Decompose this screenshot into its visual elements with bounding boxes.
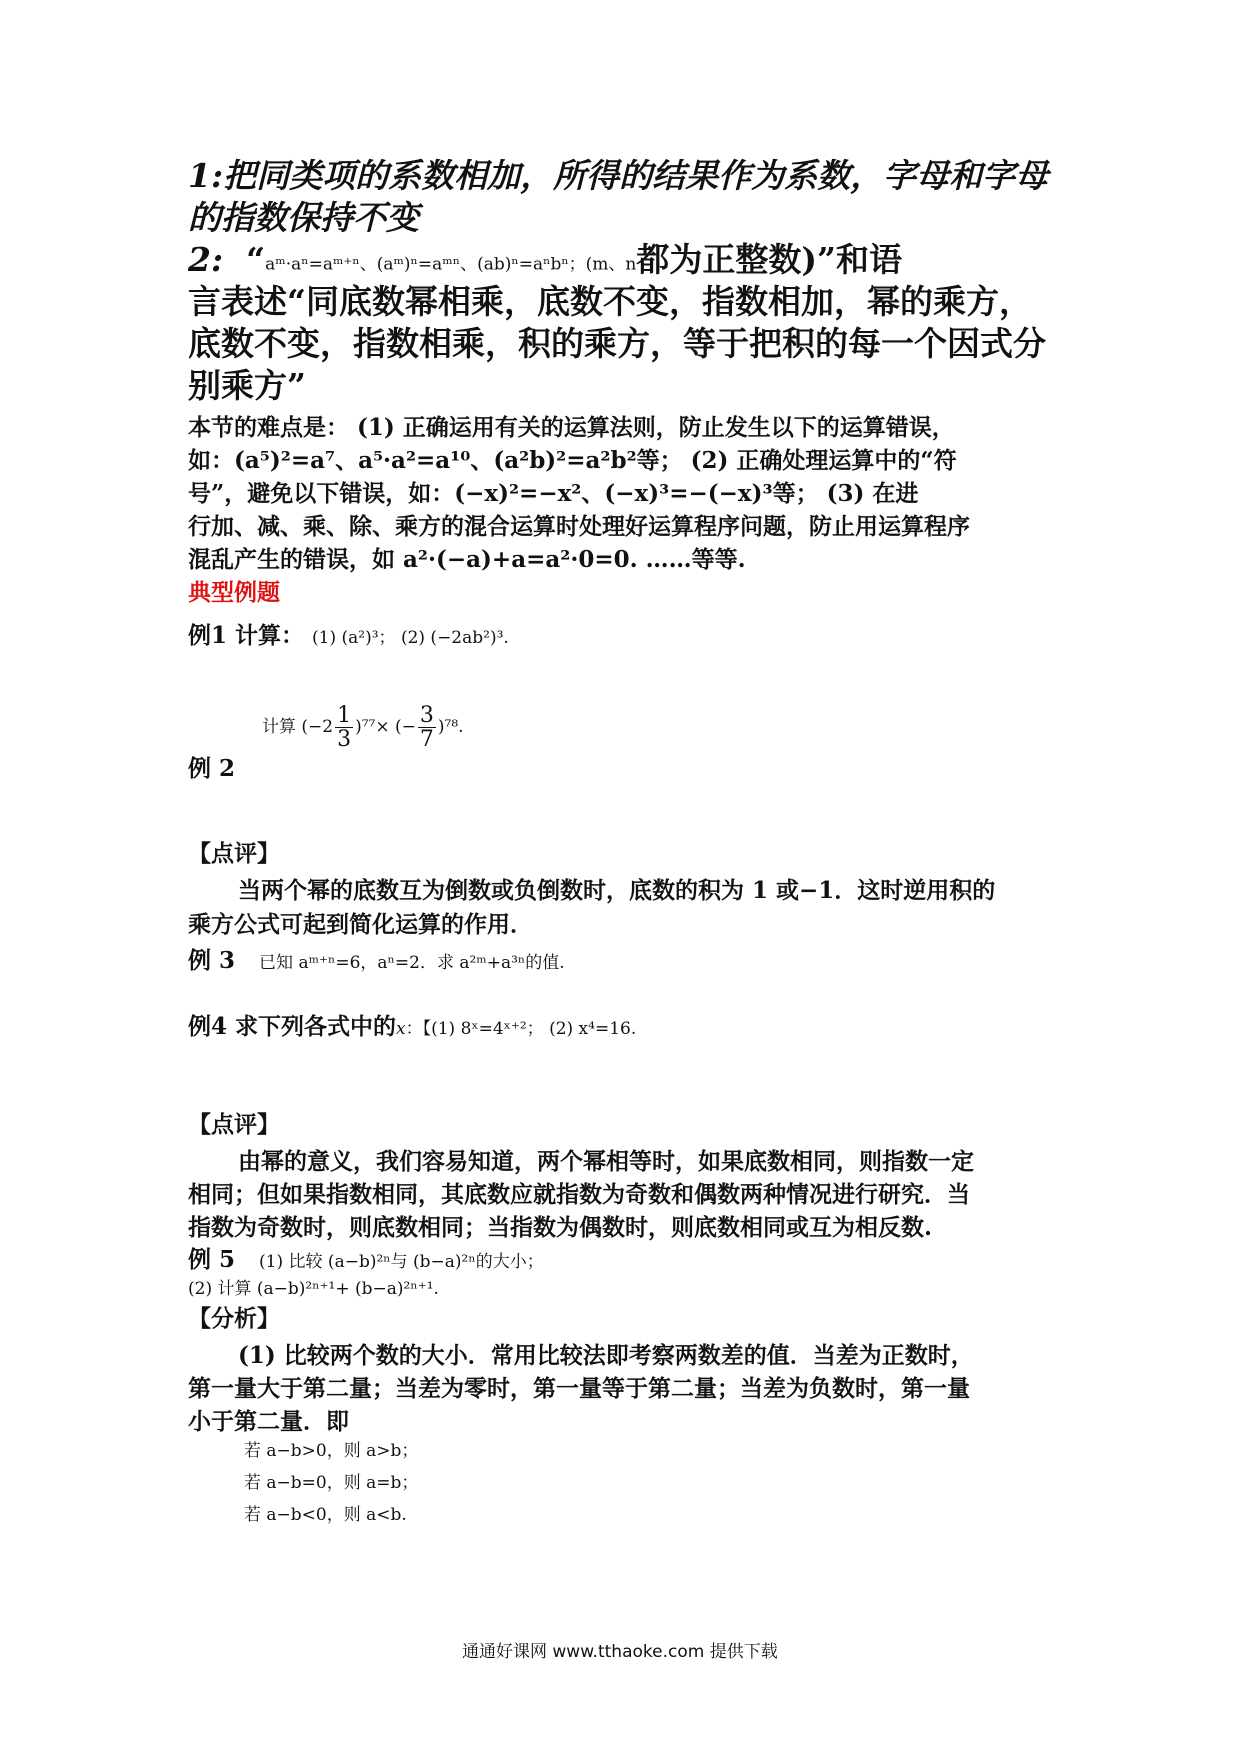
example-3-label: 例 3 — [188, 947, 236, 974]
analysis-title: 【分析】 — [188, 1305, 280, 1332]
case-negative: 若 a−b<0，则 a<b. — [244, 1505, 407, 1525]
difficulty-line-2: 如：(a⁵)²=a⁷、a⁵·a²=a¹⁰、(a²b)²=a²b²等； (2) 正确处理运算中的“符 — [188, 447, 957, 474]
example-2-mid: )⁷⁷× (− — [355, 717, 416, 738]
case-zero: 若 a−b=0，则 a=b； — [244, 1473, 419, 1493]
example-5-line-2: (2) 计算 (a−b)²ⁿ⁺¹+ (b−a)²ⁿ⁺¹. — [188, 1279, 439, 1299]
comment-1-title: 【点评】 — [188, 840, 280, 867]
example-2-expression — [262, 704, 464, 751]
heading-rule-1-line2: 的指数保持不变 — [188, 198, 419, 237]
example-5-label: 例 5 — [188, 1246, 236, 1273]
example-5 — [188, 1241, 544, 1274]
heading-rule-2-rest: 都为正整数)”和语 — [636, 240, 902, 279]
comment-2-line-1: 由幂的意义，我们容易知道，两个幂相等时，如果底数相同，则指数一定 — [238, 1148, 974, 1175]
power-rules-formula: aᵐ·aⁿ=aᵐ⁺ⁿ、(aᵐ)ⁿ=aᵐⁿ、(ab)ⁿ=aⁿbⁿ；(m、n — [265, 254, 637, 275]
fraction-three-sevenths: $\frac{3}{7}$ — [419, 703, 434, 753]
difficulty-line-1: 本节的难点是： (1) 正确运用有关的运算法则，防止发生以下的运算错误， — [188, 414, 955, 441]
example-1-content: (1) (a²)³； (2) (−2ab²)³. — [312, 628, 509, 648]
comment-2-title: 【点评】 — [188, 1111, 280, 1138]
example-4-content: ：【(1) 8ˣ=4ˣ⁺²； (2) x⁴=16. — [405, 1019, 637, 1039]
example-1-label: 例1 计算： — [188, 622, 305, 649]
example-5-line-1: (1) 比较 (a−b)²ⁿ与 (b−a)²ⁿ的大小； — [259, 1252, 544, 1272]
comment-1-line-2: 乘方公式可起到简化运算的作用． — [188, 911, 533, 938]
fraction-one-third: $\frac{1}{3}$ — [337, 703, 352, 753]
example-2-label: 例 2 — [188, 755, 236, 782]
comment-2-line-3: 指数为奇数时，则底数相同；当指数为偶数时，则底数相同或互为相反数. — [188, 1214, 933, 1241]
example-3-content: 已知 aᵐ⁺ⁿ=6，aⁿ=2．求 a²ᵐ+a³ⁿ的值. — [259, 953, 565, 973]
heading-rule-2-line1: 2: “aᵐ·aⁿ=aᵐ⁺ⁿ、(aᵐ)ⁿ=aᵐⁿ、(ab)ⁿ=aⁿbⁿ；(m、n都为正整数)”和语 — [188, 240, 902, 279]
heading-rule-2-number: 2: — [188, 240, 224, 279]
footer-download-credit: 通通好课网 www.tthaoke.com 提供下载 — [462, 1642, 778, 1662]
example-2-suffix: )⁷⁸. — [437, 717, 464, 738]
example-4 — [188, 1008, 636, 1041]
difficulty-line-4: 行加、减、乘、除、乘方的混合运算时处理好运算程序问题，防止用运算程序 — [188, 513, 970, 540]
heading-rule-2-line3: 底数不变，指数相乘，积的乘方，等于把积的每一个因式分 — [188, 324, 1046, 363]
analysis-line-1: (1) 比较两个数的大小．常用比较法即考察两数差的值．当差为正数时， — [238, 1342, 974, 1369]
analysis-line-2: 第一量大于第二量；当差为零时，第一量等于第二量；当差为负数时，第一量 — [188, 1375, 970, 1402]
comment-1-line-1: 当两个幂的底数互为倒数或负倒数时，底数的积为 1 或−1．这时逆用积的 — [238, 877, 996, 904]
difficulty-line-5: 混乱产生的错误，如 a²·(−a)+a=a²·0=0. ……等等. — [188, 546, 746, 573]
example-3 — [188, 942, 565, 975]
example-4-variable: x — [396, 1019, 406, 1039]
heading-rule-2-line2: 言表述“同底数幂相乘，底数不变，指数相加，幂的乘方， — [188, 282, 1032, 321]
comment-2-line-2: 相同；但如果指数相同，其底数应就指数为奇数和偶数两种情况进行研究．当 — [188, 1181, 970, 1208]
heading-rule-2-line4: 别乘方” — [188, 366, 306, 405]
difficulty-line-3: 号”，避免以下错误，如：(−x)²=−x²、(−x)³=−(−x)³等； (3) 在进 — [188, 480, 919, 507]
typical-examples-title: 典型例题 — [188, 579, 280, 606]
heading-rule-1-line1: 1:把同类项的系数相加，所得的结果作为系数，字母和字母 — [188, 156, 1049, 195]
example-1 — [188, 617, 509, 650]
example-2-prefix: 计算 (−2 — [262, 717, 334, 738]
analysis-line-3: 小于第二量．即 — [188, 1408, 349, 1435]
example-4-label: 例4 求下列各式中的 — [188, 1013, 397, 1040]
case-positive: 若 a−b>0，则 a>b； — [244, 1441, 419, 1461]
